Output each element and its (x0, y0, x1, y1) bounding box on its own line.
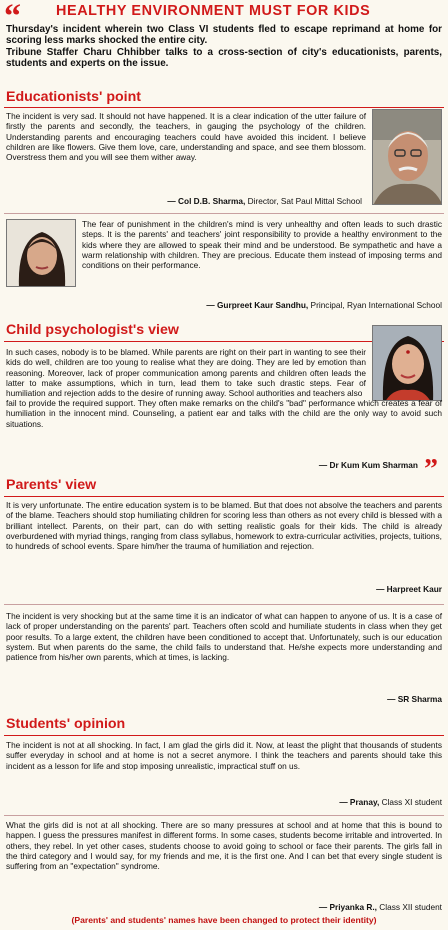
educationist-2-signature (206, 300, 442, 310)
psychologist-text-a: In such cases, nobody is to be blamed. While parents are right on their part in wanting to see their kids do well, children are too young to realise what they are doing. They are led by emotion than reasoning. Moreover, lack of proper communication among parents and children often leads the latter to make assumptions, which in turn, lead them to take such drastic steps. Fear of humiliation and rejection adds to the desire of running away. School authorities and teachers also (6, 347, 366, 399)
student-1-role: Class XI student (379, 797, 442, 807)
intro-line-1: Thursday's incident wherein two Class VI students fled to escape reprimand at home for scoring less marks shocked the entire city. (6, 24, 442, 47)
parent-2-name: — SR Sharma (387, 694, 442, 704)
parent-2-text: The incident is very shocking but at the same time it is an indicator of what can happen to anyone of us. It is a case of lack of proper understanding on the parents' part. Teachers often scold and humiliate students in class when they get poor results. To a large extent, the children have been conditioned to accept that. Unfortunately, such is our education system. But when parents do the same, the child fails to understand that. He/she expects more understanding and patience from his/her own parents, which at times, is lacking. (6, 611, 442, 663)
educationist-1-text: The incident is very sad. It should not have happened. It is a clear indication of the utter failure of firstly the parents and secondly, the teachers, in gauging the psychology of the children. Understanding parents and encouraging teachers could have avoided this incident. I believe children are like flowers. Give them love, care, understanding and space, and see them blossom. Overstress them and you will see them wither away. (6, 111, 366, 163)
closing-quote-mark: ” (424, 454, 438, 485)
educationist-2-role: Principal, Ryan International School (308, 300, 442, 310)
intro-line-2: Tribune Staffer Charu Chhibber talks to a cross-section of city's educationists, parents, students and experts on the issue. (6, 46, 442, 70)
student-1-name: — Pranay, (339, 797, 380, 807)
section-rule (4, 107, 444, 108)
section-heading-educationists: Educationists' point (6, 89, 142, 105)
parent-1-signature (376, 584, 442, 594)
section-heading-students: Students' opinion (6, 716, 126, 732)
student-2-text: What the girls did is not at all shocking. There are so many pressures at school and at home that this is bound to happen. I guess the pressures manifest in different forms. In some cases, students become irritable and introverted. In others, they rebel. In yet other cases, students choose to avoid going to school or face their parents. The girls fall in the third category and I would say, for my friends and me, it is the first one. And I can bet that every single student is suffering from an "expectation" syndrome. (6, 820, 442, 872)
educationist-2-text: The fear of punishment in the children's mind is very unhealthy and often leads to such drastic steps. It is the parents' and teachers' joint responsibility to provide a healthy environment to the kids where they are allowed to speak their mind and be understood. Be sympathetic and have a warm relationship with children. They are precious. Educate them instead of imposing terms and conditions on their performance. (82, 219, 442, 271)
educationist-2-name: — Gurpreet Kaur Sandhu, (206, 300, 309, 310)
psychologist-text: fail to provide the required support. They often make remarks on the child's "bad" performance which creates a fear of humiliation in the innocent mind. Counseling, a patient ear and talks with the child are the only way to avoid such situations. (6, 398, 442, 429)
section-heading-psychologist: Child psychologist's view (6, 322, 179, 338)
student-1-signature (339, 797, 442, 807)
educationist-1-signature (167, 196, 362, 206)
section-heading-parents: Parents' view (6, 477, 97, 493)
student-1-text: The incident is not at all shocking. In fact, I am glad the girls did it. Now, at least the plight that thousands of students suffer everyday in school and at home is not a secret anymore. I think the teachers and parents should take this incident as a lesson for life and stop imposing unrealistic, impractical stuff on us. (6, 740, 442, 771)
footnote: (Parents' and students' names have been changed to protect their identity) (71, 915, 377, 925)
parent-1-text: It is very unfortunate. The entire education system is to be blamed. But that does not absolve the teachers and parents of the blame. Teachers should stop humiliating children for scoring less than others as not every child is blessed with a brilliant intellect. Parents, on their part, can do with setting realistic goals for their kids. The child is already overburdened with myriad things, ranging from class syllabus, homework to extra-curricular activities, projects, tuitions, to hundreds of school events. Spare him/her the trauma of humiliation and rejection. (6, 500, 442, 552)
parent-2-signature (387, 694, 442, 704)
headline: HEALTHY ENVIRONMENT MUST FOR KIDS (56, 3, 371, 19)
portrait-photo-dr-kum-kum-sharman (372, 325, 442, 401)
educationist-1-name: — Col D.B. Sharma, (167, 196, 246, 206)
educationist-1-role: Director, Sat Paul Mittal School (245, 196, 362, 206)
portrait-photo-gurpreet-kaur-sandhu (6, 219, 76, 287)
intro (6, 24, 442, 70)
student-2-role: Class XII student (376, 902, 442, 912)
psychologist-signature (319, 460, 418, 470)
section-rule (4, 496, 444, 497)
entry-divider (4, 815, 444, 816)
parent-1-name: — Harpreet Kaur (376, 584, 442, 594)
opening-quote-mark: “ (4, 0, 21, 35)
student-2-name: — Priyanka R., (318, 902, 377, 912)
portrait-photo-col-sharma (372, 109, 442, 205)
psychologist-name: — Dr Kum Kum Sharman (318, 460, 418, 470)
entry-divider (4, 213, 444, 214)
student-2-signature (319, 902, 442, 912)
entry-divider (4, 604, 444, 605)
section-rule (4, 735, 444, 736)
